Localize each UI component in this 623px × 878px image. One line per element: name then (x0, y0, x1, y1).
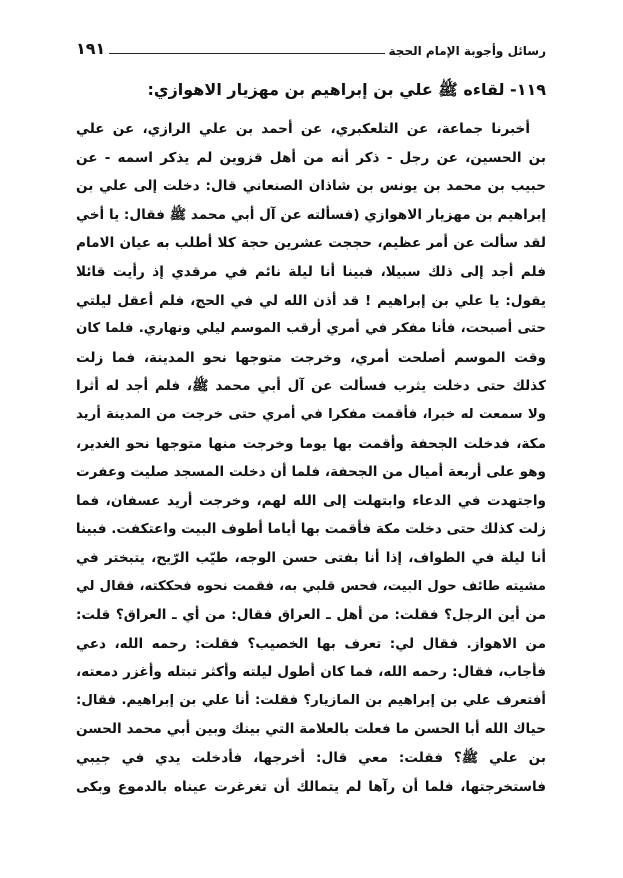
text-line: لقد سألت عن أمر عظيم، حججت عشرين حجة كلا أطلب به عيان الامام (76, 235, 546, 252)
text-line: بن علي ﷺ؟ فقلت: معي قال: أخرجها، فأدخلت يدي في جيبي (76, 750, 546, 767)
text-line: زلت كذلك حتى دخلت مكة فأقمت بها أياما أطوف البيت واعتكفت. فبينا (76, 521, 546, 538)
text-line: وهو على أربعة أميال من الجحفة، فلما أن دخلت المسجد صليت وعفرت (76, 464, 546, 481)
text-line: إبراهيم بن مهزيار الاهوازي (فسألته عن آل أبي محمد ﷺ فقال: يا أخي (76, 206, 546, 223)
section-heading: ١١٩- لقاءه ﷺ علي بن إبراهيم بن مهزيار الاهوازي: (147, 80, 546, 99)
text-line: فلم أجد إلى ذلك سبيلا، فبينا أنا ليلة نائم في مرقدي إذ رأيت قائلا (76, 263, 546, 280)
text-line: فاستخرجتها، فلما أن رآها لم يتمالك أن تغرغرت عيناه بالدموع وبكى (76, 778, 546, 795)
text-line: حتى أصبحت، فأنا مفكر في أمري أرقب الموسم ليلي ونهاري. فلما كان (76, 321, 546, 337)
page-number: ١٩١ (76, 39, 106, 58)
text-line: أنا ليلة في الطواف، إذا أنا بفتى حسن الوجه، طيّب الرّيح، يتبختر في (76, 549, 546, 566)
text-line: حياك الله أبا الحسن ما فعلت بالعلامة التي بينك وبين أبي محمد الحسن (76, 721, 546, 738)
text-line: واجتهدت في الدعاء وابتهلت إلى الله لهم، وخرجت أريد عسفان، فما (76, 492, 546, 509)
text-line: حبيب بن محمد بن يونس بن شاذان الصنعاني قال: دخلت إلى علي بن (76, 178, 546, 195)
text-line: مشيته طائف حول البيت، فحس قلبي به، فقمت نحوه فحككته، فقال لي (76, 578, 546, 594)
text-line: كذلك حتى دخلت يثرب فسألت عن آل أبي محمد ﷺ، فلم أجد له أثرا (76, 378, 546, 395)
text-line: من أين الرجل؟ فقلت: من أهل ـ العراق فقال: من أي ـ العراق؟ قلت: (76, 607, 546, 624)
text-line: يقول: يا علي بن إبراهيم ! قد أذن الله لي في الحج، فلم أعقل ليلتي (76, 292, 546, 309)
text-line: أخبرنا جماعة، عن التلعكبري، عن أحمد بن علي الرازي، عن علي (76, 121, 530, 137)
text-line: أفتعرف علي بن إبراهيم بن المازيار؟ فقلت: أنا علي بن إبراهيم. فقال: (76, 692, 546, 708)
text-line: وقت الموسم أصلحت أمري، وخرجت متوجها نحو المدينة، فما زلت (76, 349, 546, 366)
text-line: فأجاب، فقال: رحمه الله، فما كان أطول ليلته وأكثر تبتله وأغزر دمعته، (76, 664, 546, 681)
running-header (76, 36, 546, 58)
running-title: رسائل وأجوبة الإمام الحجة (388, 44, 546, 58)
body-text (76, 115, 546, 801)
text-line: من الاهواز. فقال لي: تعرف بها الخصيب؟ فقلت: رحمه الله، دعي (76, 635, 546, 652)
text-line: ولا سمعت له خبرا، فأقمت مفكرا في أمري حتى خرجت من المدينة أريد (76, 406, 546, 422)
text-line: بن الحسين، عن رجل - ذكر أنه من أهل قزوين لم يذكر اسمه - عن (76, 149, 546, 166)
text-line: مكة، فدخلت الجحفة وأقمت بها يوما وخرجت منها متوجها نحو الغدير، (76, 435, 546, 452)
header-rule (109, 53, 384, 54)
